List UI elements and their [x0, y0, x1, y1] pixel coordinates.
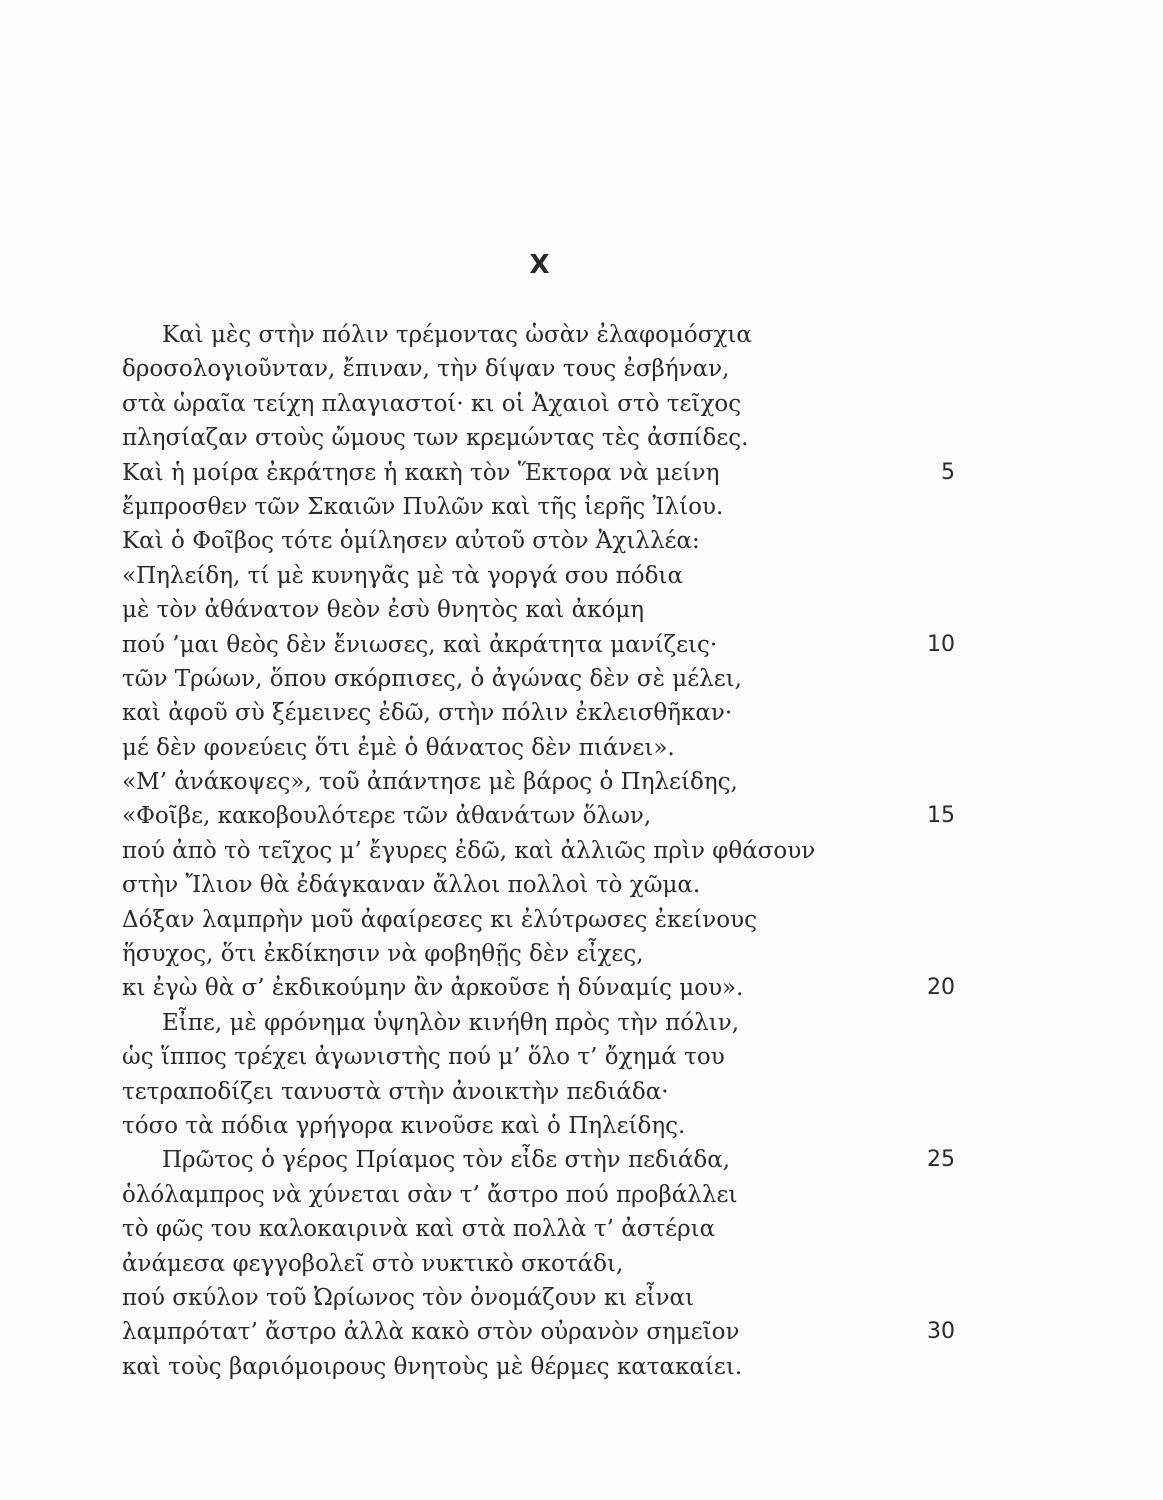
verse-line — [0, 1109, 1163, 1143]
verse-line — [0, 1315, 1163, 1349]
verse-text: μέ δὲν φονεύεις ὅτι ἐμὲ ὁ θάνατος δὲν πιάνει». — [122, 734, 675, 761]
verse-text: ἀνάμεσα φεγγοβολεῖ στὸ νυκτικὸ σκοτάδι, — [122, 1250, 624, 1277]
line-number: 5 — [941, 459, 955, 485]
verse-text: ἥσυχος, ὅτι ἐκδίκησιν νὰ φοβηθῇς δὲν εἶχες, — [122, 941, 644, 968]
verse-line — [0, 421, 1163, 455]
verse-line — [0, 903, 1163, 937]
verse-line — [0, 456, 1163, 490]
verse-line — [0, 937, 1163, 971]
verse-text: Δόξαν λαμπρὴν μοῦ ἀφαίρεσες κι ἐλύτρωσες ἐκείνους — [122, 906, 757, 933]
verse-line — [0, 1350, 1163, 1384]
verse-text: πού ἀπὸ τὸ τεῖχος μ’ ἔγυρες ἐδῶ, καὶ ἀλλιῶς πρὶν φθάσουν — [122, 837, 816, 864]
verse-text: Καὶ μὲς στὴν πόλιν τρέμοντας ὡσὰν ἐλαφομόσχια — [162, 322, 752, 348]
verse-line — [0, 1281, 1163, 1315]
verse-text: στὴν Ἴλιον θὰ ἐδάγκαναν ἄλλοι πολλοὶ τὸ χῶμα. — [122, 872, 701, 899]
verse-line — [0, 318, 1163, 352]
verse-line — [0, 696, 1163, 730]
verse-line — [0, 1040, 1163, 1074]
verse-line — [0, 593, 1163, 627]
verse-text: πού σκύλον τοῦ Ὠρίωνος τὸν ὀνομάζουν κι εἶναι — [122, 1284, 695, 1311]
verse-line — [0, 387, 1163, 421]
verse-text: μὲ τὸν ἀθάνατον θεὸν ἐσὺ θνητὸς καὶ ἀκόμη — [122, 597, 645, 624]
verse-line — [0, 731, 1163, 765]
verse-text: καὶ τοὺς βαριόμοιρους θνητοὺς μὲ θέρμες κατακαίει. — [122, 1353, 743, 1380]
verse-line — [0, 1006, 1163, 1040]
verse-text: πλησίαζαν στοὺς ὤμους των κρεμώντας τὲς ἀσπίδες. — [122, 425, 749, 452]
verse-text: τετραποδίζει τανυστὰ στὴν ἀνοικτὴν πεδιάδα· — [122, 1078, 669, 1105]
verse-line — [0, 1212, 1163, 1246]
verse-text: «Φοῖβε, κακοβουλότερε τῶν ἀθανάτων ὅλων, — [122, 803, 652, 830]
verse-text: πού ’μαι θεὸς δὲν ἔνιωσες, καὶ ἀκράτητα μανίζεις· — [122, 631, 718, 658]
verse-text: τόσο τὰ πόδια γρήγορα κινοῦσε καὶ ὁ Πηλείδης. — [122, 1112, 686, 1139]
verse-text: καὶ ἀφοῦ σὺ ξέμεινες ἐδῶ, στὴν πόλιν ἐκλεισθῆκαν· — [122, 700, 733, 727]
verse-text: τῶν Τρώων, ὅπου σκόρπισες, ὁ ἀγώνας δὲν σὲ μέλει, — [122, 665, 742, 692]
verse-line — [0, 490, 1163, 524]
section-heading: X — [529, 250, 551, 280]
verse-text: Εἶπε, μὲ φρόνημα ὑψηλὸν κινήθη πρὸς τὴν πόλιν, — [162, 1009, 740, 1036]
verse-text: κι ἐγὼ θὰ σ’ ἐκδικούμην ἂν ἀρκοῦσε ἡ δύναμίς μου». — [122, 975, 744, 1002]
verse-line — [0, 1143, 1163, 1177]
verse-line — [0, 1075, 1163, 1109]
verse-text: «Μ’ ἀνάκοψες», τοῦ ἀπάντησε μὲ βάρος ὁ Πηλείδης, — [122, 769, 738, 796]
line-number: 10 — [927, 631, 955, 657]
verse-text: Πρῶτος ὁ γέρος Πρίαμος τὸν εἶδε στὴν πεδιάδα, — [162, 1147, 731, 1174]
verse-text: δροσολογιοῦνταν, ἔπιναν, τὴν δίψαν τους ἐσβήναν, — [122, 356, 730, 383]
line-number: 30 — [927, 1319, 955, 1345]
verse-line — [0, 1247, 1163, 1281]
verse-text: ὡς ἵππος τρέχει ἀγωνιστὴς πού μ’ ὅλο τ’ ὄχημά του — [122, 1044, 725, 1071]
verse-line — [0, 352, 1163, 386]
verse-line — [0, 765, 1163, 799]
line-number: 20 — [927, 975, 955, 1001]
verse-text: τὸ φῶς του καλοκαιρινὰ καὶ στὰ πολλὰ τ’ ἀστέρια — [122, 1216, 716, 1243]
verse-line — [0, 971, 1163, 1005]
verse-line — [0, 559, 1163, 593]
verse-text: ἔμπροσθεν τῶν Σκαιῶν Πυλῶν καὶ τῆς ἱερῆς Ἰλίου. — [122, 493, 724, 520]
verse-text: Καὶ ἡ μοίρα ἐκράτησε ἡ κακὴ τὸν Ἕκτορα νὰ μείνη — [122, 459, 720, 486]
verse-line — [0, 834, 1163, 868]
verse-line — [0, 524, 1163, 558]
verse-text: λαμπρότατ’ ἄστρο ἀλλὰ κακὸ στὸν οὐρανὸν σημεῖον — [122, 1319, 740, 1346]
verse-text: στὰ ὡραῖα τείχη πλαγιαστοί· κι οἱ Ἀχαιοὶ στὸ τεῖχος — [122, 390, 742, 417]
verse-line — [0, 799, 1163, 833]
verse-text: ὁλόλαμπρος νὰ χύνεται σὰν τ’ ἄστρο πού προβάλλει — [122, 1181, 738, 1208]
poem-body — [0, 318, 1163, 1384]
verse-text: Καὶ ὁ Φοῖβος τότε ὁμίλησεν αὐτοῦ στὸν Ἀχιλλέα: — [122, 528, 700, 555]
verse-line — [0, 662, 1163, 696]
line-number: 25 — [927, 1147, 955, 1173]
verse-line — [0, 1178, 1163, 1212]
verse-text: «Πηλείδη, τί μὲ κυνηγᾶς μὲ τὰ γοργά σου πόδια — [122, 562, 683, 589]
verse-line — [0, 628, 1163, 662]
line-number: 15 — [927, 803, 955, 829]
verse-line — [0, 868, 1163, 902]
